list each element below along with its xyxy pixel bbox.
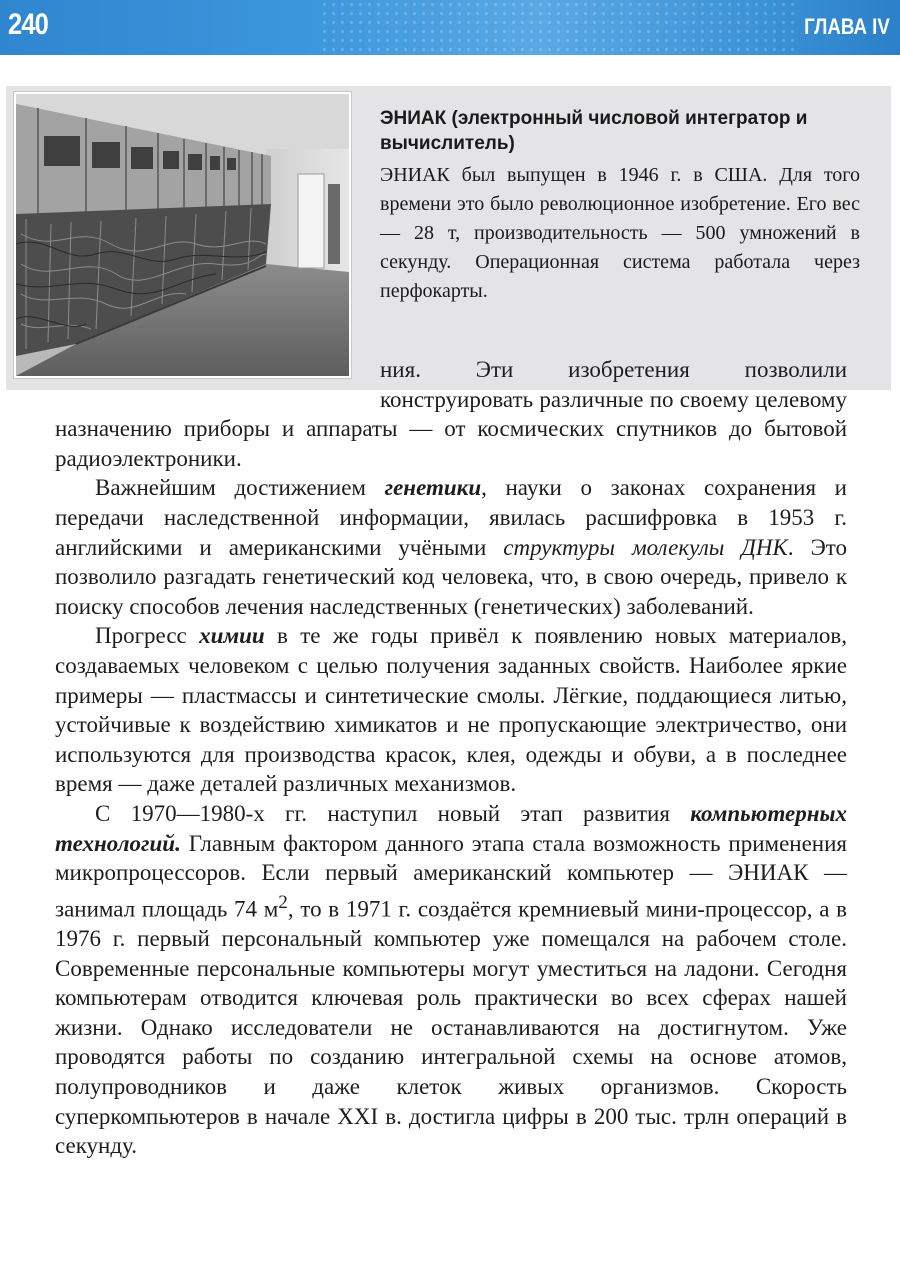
term-chemistry: химии [199,623,265,649]
p3-text-c: в те же годы привёл к появлению новых материалов, создаваемых человеком с целью получения заданных свойств. Наиболее яркие примеры — пластмассы и синтетические смолы. Лёгкие, поддающиеся литью, устойчивые к воздействию химикатов и не пропускающие электричество, они используются для производства красок, клея, одежды и обуви, а в последнее время — даже деталей различных механизмов. [55,623,847,797]
info-text: ЭНИАК был выпущен в 1946 г. в США. Для того времени это было революционное изобретение. Его вес — 28 т, производительность — 500 умножений в секунду. Операционная система работала через перфокарты. [380,164,860,302]
paragraph-4 [55,799,847,1161]
paragraph-2 [55,473,847,621]
eniac-photo [14,92,351,378]
superscript-2: 2 [278,891,288,913]
main-text [55,355,847,1161]
page-number: 240 [8,8,49,41]
header-dot-pattern [320,0,800,55]
p3-text-a: Прогресс [95,623,200,649]
term-computer-tech: компьютерных технологий. [55,800,847,856]
chapter-label: ГЛАВА IV [804,14,890,39]
info-box [6,86,891,390]
p2-text-e: . Это позволило разгадать генетический код человека, что, в свою очередь, привело к поиску способов лечения наследственных (генетических) заболеваний. [55,534,847,619]
term-dna: структуры молекулы ДНК [503,534,788,560]
p2-text-a: Важнейшим достижением [95,475,385,501]
p4-text-c: Главным фактором данного этапа стала возможность применения микропроцессоров. Если первый американский компьютер — ЭНИАК — занимал площадь 74 м [55,830,847,922]
paragraph-3 [55,621,847,799]
p2-text-c: , науки о законах сохранения и передачи наследственной информации, явилась расшифровка в 1953 г. английскими и американскими учёными [55,475,847,560]
page-header [0,0,900,55]
p4-text-d: , то в 1971 г. создаётся кремниевый мини-процессор, а в 1976 г. первый персональный компьютер уже помещался на рабочем столе. Современные персональные компьютеры могут уместиться на ладони. Сегодня компьютерам отводится ключевая роль практически во всех сферах нашей жизни. Однако исследователи не останавливаются на достигнутом. Уже проводятся работы по созданию интегральной схемы на основе атомов, полупроводников и даже клеток живых организмов. Скорость суперкомпьютеров в начале XXI в. достигла цифры в 200 тыс. трлн операций в секунду. [55,896,847,1159]
p4-text-a: С 1970—1980-х гг. наступил новый этап развития [95,800,691,826]
info-title: ЭНИАК (электронный числовой интегратор и вычислитель) [380,108,808,154]
term-genetics: генетики [384,475,482,501]
image-float-gap [55,355,380,413]
info-caption [380,106,860,306]
paragraph-1-text: ния. Эти изобретения позволили конструировать различные по своему целевому назначению приборы и аппараты — от космических спутников до бытовой радиоэлектроники. [55,357,847,471]
